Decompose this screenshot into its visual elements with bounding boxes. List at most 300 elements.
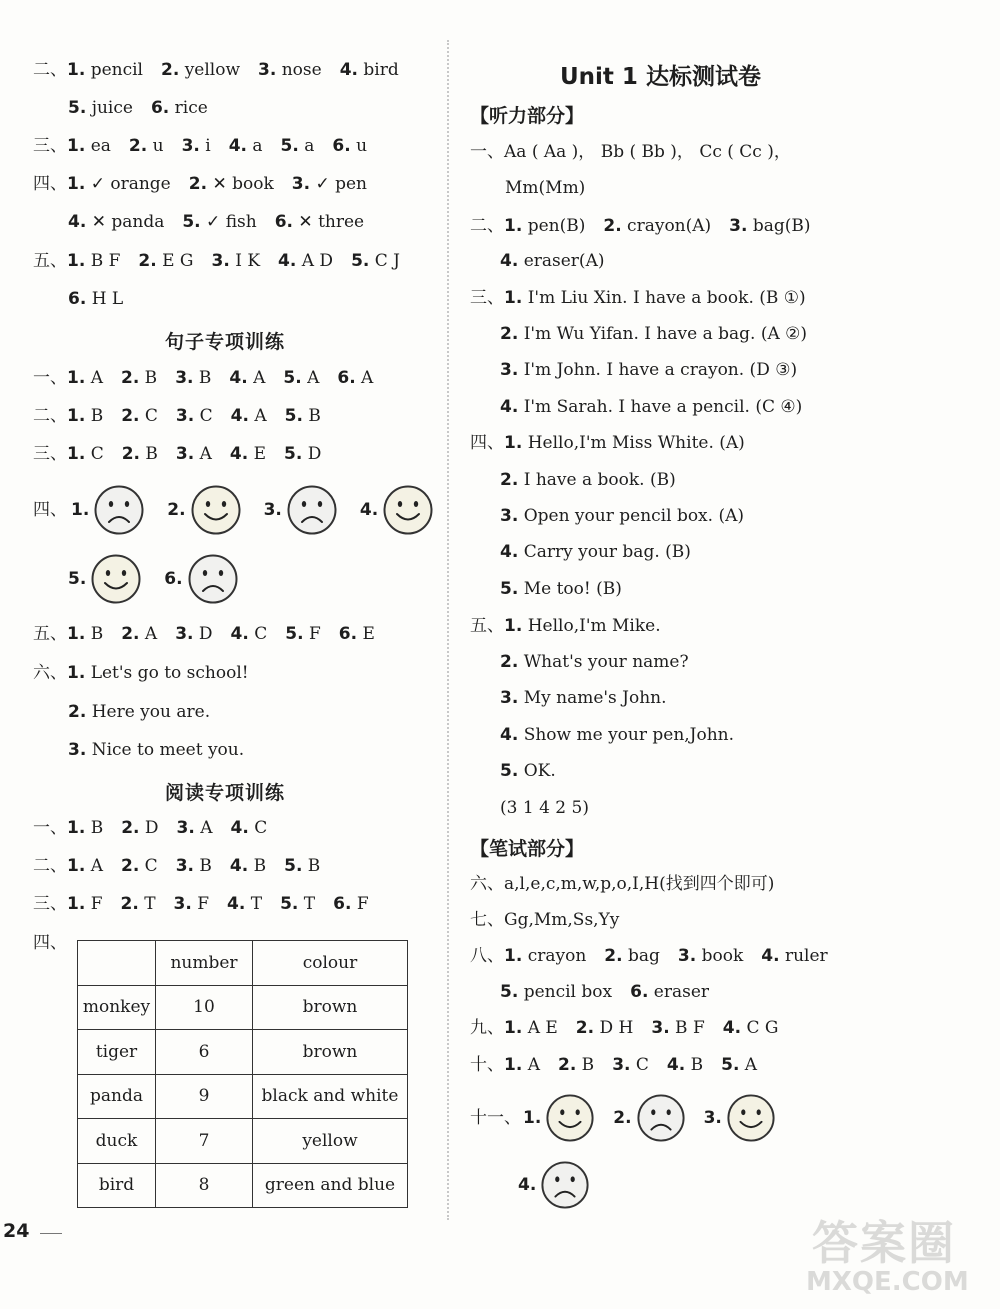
item-answer: B: [193, 368, 212, 388]
right-l4-row5: [500, 577, 622, 601]
table-cell: duck: [78, 1119, 156, 1164]
item-answer: E: [248, 444, 267, 464]
table-cell: green and blue: [253, 1163, 408, 1208]
item-number: 4.: [278, 251, 297, 271]
item-number: 3.: [175, 406, 195, 426]
left-t6-row1: 六、1. Let's go to school!: [33, 663, 249, 683]
item-number: 5.: [500, 579, 519, 599]
item-number: 3.: [175, 624, 194, 644]
item-number: 2.: [161, 60, 180, 80]
left-t3-row1: 三、1. C 2. B 3. A 4. E 5. D: [33, 444, 322, 464]
reading-training-title: 阅读专项训练: [165, 782, 286, 804]
right-l2-row1: 二、1. pen(B) 2. crayon(A) 3. bag(B): [470, 216, 811, 236]
item-answer: F: [191, 894, 210, 914]
item-number: 6.: [338, 624, 358, 644]
face-answer-item: [167, 484, 241, 536]
item-answer: A: [139, 624, 158, 644]
item-answer: A: [247, 368, 266, 388]
right-l3-row2: [500, 322, 807, 346]
item-number: 2.: [120, 856, 140, 876]
item-number: 5.: [284, 856, 303, 876]
table-cell: bird: [78, 1163, 156, 1208]
item-answer: I K: [229, 251, 261, 271]
face-answer-item: [264, 484, 338, 536]
item-answer: A: [522, 1055, 540, 1075]
item-number: 4.: [229, 856, 249, 876]
item-answer: C: [248, 624, 268, 644]
face-answer-item: [523, 1093, 595, 1143]
table-cell: 7: [156, 1119, 253, 1164]
item-answer: Show me your pen,John.: [518, 725, 735, 745]
listening-section-title: 【听力部分】: [470, 105, 585, 127]
writing-section-title: 【笔试部分】: [470, 838, 585, 860]
item-answer: pencil box: [518, 982, 613, 1002]
right-l1-row2: Mm(Mm): [505, 178, 586, 198]
table-cell: 9: [156, 1074, 253, 1119]
item-number: 1.: [67, 60, 86, 80]
item-answer: bag: [622, 946, 660, 966]
item-number: 6.: [68, 289, 87, 309]
table-row: [78, 985, 408, 1030]
item-number: 3.: [68, 740, 87, 760]
item-number: 2.: [120, 894, 139, 914]
face-answer-item: [704, 1093, 776, 1143]
item-answer: C: [85, 444, 104, 464]
item-number: 3.: [291, 174, 311, 194]
left-s2-row2: [68, 96, 208, 120]
item-answer: B: [248, 856, 267, 876]
item-number: 1.: [67, 368, 86, 388]
left-t4-faces-row1: 四、 1. 2. 3. 4.: [33, 484, 456, 536]
item-number: 1.: [504, 216, 523, 236]
table-row: [78, 1030, 408, 1075]
item-number: 3.: [729, 216, 748, 236]
right-w11-faces-row1: 十一、 1. 2. 3.: [470, 1093, 794, 1143]
item-answer: eraser: [648, 982, 710, 1002]
item-answer: D: [139, 818, 159, 838]
face-answer-item: [68, 553, 142, 605]
item-answer: T: [138, 894, 156, 914]
item-answer: D: [302, 444, 322, 464]
watermark: [800, 1205, 990, 1305]
item-number: 4.: [500, 251, 519, 271]
item-number: 5.: [351, 251, 370, 271]
item-number: 1.: [504, 433, 523, 453]
left-s2-row1: 二、1. pencil 2. yellow 3. nose 4. bird: [33, 60, 399, 80]
sad-face-icon: [187, 553, 239, 605]
item-answer: C: [248, 818, 268, 838]
item-number: 2.: [121, 444, 141, 464]
right-w8-row1: 八、1. crayon 2. bag 3. book 4. ruler: [470, 946, 828, 966]
right-l3-row3: [500, 358, 797, 382]
table-cell: black and white: [253, 1074, 408, 1119]
item-number: 4.: [230, 406, 249, 426]
item-answer: ✓ orange: [85, 174, 171, 194]
right-l1-row1: 一、Aa ( Aa )， Bb ( Bb )， Cc ( Cc )，: [470, 142, 791, 162]
table-cell: tiger: [78, 1030, 156, 1075]
item-number: 1.: [67, 894, 86, 914]
item-answer: OK.: [518, 761, 556, 781]
item-answer: a: [247, 136, 263, 156]
item-answer: Let's go to school!: [85, 663, 249, 683]
sentence-training-title: 句子专项训练: [165, 331, 286, 353]
item-number: 2.: [121, 624, 140, 644]
item-answer: ✕ panda: [86, 212, 165, 232]
item-answer: nose: [276, 60, 322, 80]
happy-face-icon: [382, 484, 434, 536]
item-number: 1.: [504, 1018, 523, 1038]
face-answer-item: [164, 553, 238, 605]
item-answer: i: [199, 136, 211, 156]
item-number: 2.: [500, 324, 519, 344]
table-cell: monkey: [78, 985, 156, 1030]
item-answer: B: [85, 406, 104, 426]
item-answer: bird: [358, 60, 399, 80]
table-header-row: [78, 941, 408, 986]
item-answer: crayon(A): [621, 216, 712, 236]
face-answer-item: [518, 1160, 590, 1210]
face-answer-item: [613, 1093, 685, 1143]
item-answer: book: [696, 946, 744, 966]
item-answer: A: [194, 818, 213, 838]
item-number: 4.: [339, 60, 358, 80]
item-answer: Nice to meet you.: [86, 740, 245, 760]
item-number: 1.: [67, 818, 86, 838]
right-w9-row1: 九、1. A E 2. D H 3. B F 4. C G: [470, 1018, 779, 1038]
item-answer: C: [194, 406, 213, 426]
item-number: 3.: [175, 444, 195, 464]
item-answer: pen(B): [522, 216, 586, 236]
item-number: 1.: [67, 444, 86, 464]
item-answer: D: [193, 624, 213, 644]
right-l3-row1: 三、1. I'm Liu Xin. I have a book. (B ①): [470, 288, 806, 308]
item-answer: What's your name?: [518, 652, 689, 672]
item-answer: B: [140, 444, 158, 464]
item-number: 3.: [176, 818, 195, 838]
item-answer: Open your pencil box. (A): [518, 506, 744, 526]
left-r1-row1: 一、1. B 2. D 3. A 4. C: [33, 818, 268, 838]
item-number: 4.: [666, 1055, 686, 1075]
item-number: 1.: [67, 624, 86, 644]
item-number: 5.: [68, 569, 87, 589]
right-l4-row1: 四、1. Hello,I'm Miss White. (A): [470, 433, 745, 453]
right-w10-row1: 十、1. A 2. B 3. C 4. B 5. A: [470, 1055, 758, 1075]
column-divider: [447, 40, 449, 1220]
item-answer: Carry your bag. (B): [518, 542, 691, 562]
item-answer: A: [355, 368, 374, 388]
table-cell: panda: [78, 1074, 156, 1119]
item-answer: E G: [156, 251, 194, 271]
left-t4-faces-row2: [68, 553, 261, 605]
item-number: 3.: [175, 368, 194, 388]
item-answer: B F: [85, 251, 121, 271]
item-number: 1.: [504, 1055, 523, 1075]
right-w11-faces-row2: [518, 1160, 608, 1210]
left-r4-marker: 四、: [33, 933, 67, 953]
table-row: [78, 1119, 408, 1164]
right-l4-row2: [500, 468, 676, 492]
item-number: 2.: [613, 1108, 632, 1128]
right-l4-row3: [500, 504, 744, 528]
item-number: 5.: [283, 368, 302, 388]
item-number: 1.: [523, 1108, 542, 1128]
item-number: 4.: [500, 725, 519, 745]
item-number: 3.: [211, 251, 230, 271]
item-answer: bag(B): [747, 216, 811, 236]
item-number: 1.: [67, 406, 86, 426]
table-row: [78, 1074, 408, 1119]
item-number: 3.: [500, 688, 519, 708]
item-answer: C: [139, 406, 158, 426]
item-answer: yellow: [179, 60, 241, 80]
item-number: 5.: [721, 1055, 740, 1075]
item-number: 1.: [67, 174, 86, 194]
item-number: 6.: [164, 569, 183, 589]
item-number: 5.: [68, 98, 87, 118]
item-answer: u: [147, 136, 164, 156]
item-number: 3.: [651, 1018, 670, 1038]
table-cell: brown: [253, 1030, 408, 1075]
item-answer: I'm Wu Yifan. I have a bag. (A ②): [518, 324, 807, 344]
left-s5-row1: 五、1. B F 2. E G 3. I K 4. A D 5. C J: [33, 251, 400, 271]
item-number: 2.: [603, 216, 622, 236]
item-answer: ✕ book: [207, 174, 274, 194]
item-number: 2.: [500, 470, 519, 490]
table-cell: colour: [253, 941, 408, 986]
item-number: 6.: [333, 894, 352, 914]
right-w6: 六、a,l,e,c,m,w,p,o,I,H(找到四个即可): [470, 874, 775, 894]
face-answer-item: [71, 484, 145, 536]
item-answer: B: [85, 624, 104, 644]
right-w8-row2: [500, 980, 709, 1004]
animal-table: [77, 940, 408, 1208]
item-number: 2.: [121, 818, 140, 838]
item-number: 2.: [575, 1018, 595, 1038]
item-number: 4.: [68, 212, 87, 232]
item-number: 1.: [504, 946, 523, 966]
left-s3-row1: 三、1. ea 2. u 3. i 4. a 5. a 6. u: [33, 136, 368, 156]
sad-face-icon: [93, 484, 145, 536]
item-answer: pencil: [85, 60, 143, 80]
item-number: 2.: [167, 500, 186, 520]
item-answer: F: [85, 894, 103, 914]
left-t5-row1: 五、1. B 2. A 3. D 4. C 5. F 6. E: [33, 624, 375, 644]
item-answer: A: [248, 406, 267, 426]
right-l5-row3: [500, 686, 667, 710]
page-number-rule: [40, 1233, 62, 1234]
item-answer: Me too! (B): [518, 579, 622, 599]
item-number: 2.: [188, 174, 208, 194]
page-number: 24: [3, 1220, 30, 1242]
right-l3-row4: [500, 395, 802, 419]
item-answer: B: [139, 368, 158, 388]
right-l5-row4: [500, 723, 734, 747]
table-cell: [78, 941, 156, 986]
item-answer: I'm Liu Xin. I have a book. (B ①): [522, 288, 806, 308]
left-t6-row2: [68, 700, 210, 724]
right-w7: 七、Gg,Mm,Ss,Yy: [470, 910, 620, 930]
item-number: 5.: [280, 894, 299, 914]
item-answer: B: [302, 406, 321, 426]
right-l4-row4: [500, 540, 691, 564]
sad-face-icon: [286, 484, 338, 536]
happy-face-icon: [90, 553, 142, 605]
table-cell: yellow: [253, 1119, 408, 1164]
watermark-url: MXQE.COM: [806, 1267, 969, 1297]
item-number: 5.: [500, 982, 519, 1002]
item-answer: I'm Sarah. I have a pencil. (C ④): [518, 397, 803, 417]
item-answer: D H: [594, 1018, 634, 1038]
right-l5-order: (3 1 4 2 5): [500, 798, 589, 818]
item-number: 2.: [557, 1055, 577, 1075]
item-answer: H L: [86, 289, 124, 309]
item-answer: E: [357, 624, 375, 644]
item-number: 5.: [500, 761, 519, 781]
item-answer: C: [630, 1055, 649, 1075]
item-number: 1.: [67, 251, 86, 271]
item-answer: B: [194, 856, 212, 876]
item-number: 3.: [500, 360, 519, 380]
item-number: 2.: [121, 406, 140, 426]
item-answer: I have a book. (B): [518, 470, 676, 490]
item-answer: C J: [369, 251, 400, 271]
item-number: 2.: [120, 368, 140, 388]
item-answer: crayon: [522, 946, 587, 966]
table-cell: 8: [156, 1163, 253, 1208]
happy-face-icon: [545, 1093, 595, 1143]
left-r2-row1: 二、1. A 2. C 3. B 4. B 5. B: [33, 856, 321, 876]
item-number: 6.: [274, 212, 294, 232]
item-number: 1.: [67, 663, 86, 683]
item-answer: A: [301, 368, 320, 388]
item-answer: A E: [522, 1018, 558, 1038]
left-t6-row3: [68, 738, 244, 762]
item-answer: ✕ three: [293, 212, 365, 232]
left-s4-row2: [68, 210, 364, 234]
left-t1-row1: 一、1. A 2. B 3. B 4. A 5. A 6. A: [33, 368, 374, 388]
item-number: 5.: [182, 212, 201, 232]
item-answer: I'm John. I have a crayon. (D ③): [518, 360, 798, 380]
item-answer: ea: [85, 136, 111, 156]
item-number: 5.: [284, 444, 303, 464]
item-answer: u: [350, 136, 368, 156]
unit-title: Unit 1 达标测试卷: [560, 64, 761, 90]
item-answer: a: [298, 136, 315, 156]
item-number: 2.: [500, 652, 519, 672]
item-number: 5.: [280, 136, 299, 156]
table-cell: 6: [156, 1030, 253, 1075]
item-number: 2.: [138, 251, 157, 271]
item-answer: My name's John.: [518, 688, 667, 708]
happy-face-icon: [190, 484, 242, 536]
table-row: [78, 1163, 408, 1208]
sad-face-icon: [540, 1160, 590, 1210]
item-answer: A: [85, 368, 103, 388]
item-answer: Hello,I'm Mike.: [522, 616, 661, 636]
item-number: 4.: [230, 624, 249, 644]
item-answer: ✓ pen: [310, 174, 368, 194]
item-number: 5.: [285, 624, 304, 644]
table-cell: 10: [156, 985, 253, 1030]
item-answer: Hello,I'm Miss White. (A): [522, 433, 745, 453]
item-answer: rice: [169, 98, 208, 118]
sad-face-icon: [636, 1093, 686, 1143]
item-answer: T: [245, 894, 263, 914]
item-number: 3.: [677, 946, 697, 966]
item-answer: T: [298, 894, 316, 914]
item-answer: juice: [86, 98, 133, 118]
left-r3-row1: 三、1. F 2. T 3. F 4. T 5. T 6. F: [33, 894, 369, 914]
item-number: 3.: [181, 136, 200, 156]
item-number: 4.: [761, 946, 780, 966]
item-number: 1.: [504, 616, 523, 636]
item-answer: B: [576, 1055, 595, 1075]
item-number: 2.: [128, 136, 148, 156]
item-number: 3.: [703, 1108, 722, 1128]
item-number: 6.: [332, 136, 351, 156]
item-answer: F: [351, 894, 369, 914]
item-number: 1.: [71, 500, 90, 520]
item-number: 4.: [230, 818, 249, 838]
item-number: 6.: [150, 98, 170, 118]
item-answer: B: [302, 856, 321, 876]
item-answer: C: [139, 856, 158, 876]
item-answer: C G: [741, 1018, 779, 1038]
right-l2-row2: [500, 249, 604, 273]
item-answer: A: [85, 856, 103, 876]
item-number: 4.: [229, 444, 249, 464]
item-number: 6.: [337, 368, 356, 388]
item-number: 3.: [173, 894, 192, 914]
item-number: 2.: [604, 946, 623, 966]
item-answer: Here you are.: [86, 702, 211, 722]
item-number: 3.: [175, 856, 194, 876]
item-answer: B F: [669, 1018, 705, 1038]
left-s5-row2: [68, 287, 123, 311]
item-answer: B: [685, 1055, 704, 1075]
item-number: 4.: [500, 397, 519, 417]
watermark-logo-text: 答案圈: [812, 1216, 956, 1270]
item-number: 5.: [284, 406, 303, 426]
item-number: 4.: [229, 368, 248, 388]
item-answer: ruler: [779, 946, 828, 966]
item-number: 1.: [67, 856, 86, 876]
item-number: 4.: [500, 542, 519, 562]
left-t2-row1: 二、1. B 2. C 3. C 4. A 5. B: [33, 406, 321, 426]
item-number: 4.: [228, 136, 247, 156]
left-s4-row1: 四、1. ✓ orange 2. ✕ book 3. ✓ pen: [33, 174, 368, 194]
item-answer: F: [303, 624, 321, 644]
item-number: 4.: [359, 500, 379, 520]
right-l5-row2: [500, 650, 689, 674]
item-number: 4.: [227, 894, 246, 914]
item-number: 3.: [500, 506, 519, 526]
table-cell: number: [156, 941, 253, 986]
item-answer: eraser(A): [518, 251, 605, 271]
item-answer: ✓ fish: [200, 212, 257, 232]
item-answer: A: [194, 444, 212, 464]
table-cell: brown: [253, 985, 408, 1030]
right-l5-row1: 五、1. Hello,I'm Mike.: [470, 616, 661, 636]
face-answer-item: [360, 484, 434, 536]
item-number: 1.: [504, 288, 523, 308]
item-answer: A: [739, 1055, 758, 1075]
item-number: 6.: [630, 982, 649, 1002]
item-answer: B: [85, 818, 104, 838]
item-number: 3.: [612, 1055, 631, 1075]
item-number: 4.: [518, 1175, 537, 1195]
item-number: 1.: [67, 136, 86, 156]
